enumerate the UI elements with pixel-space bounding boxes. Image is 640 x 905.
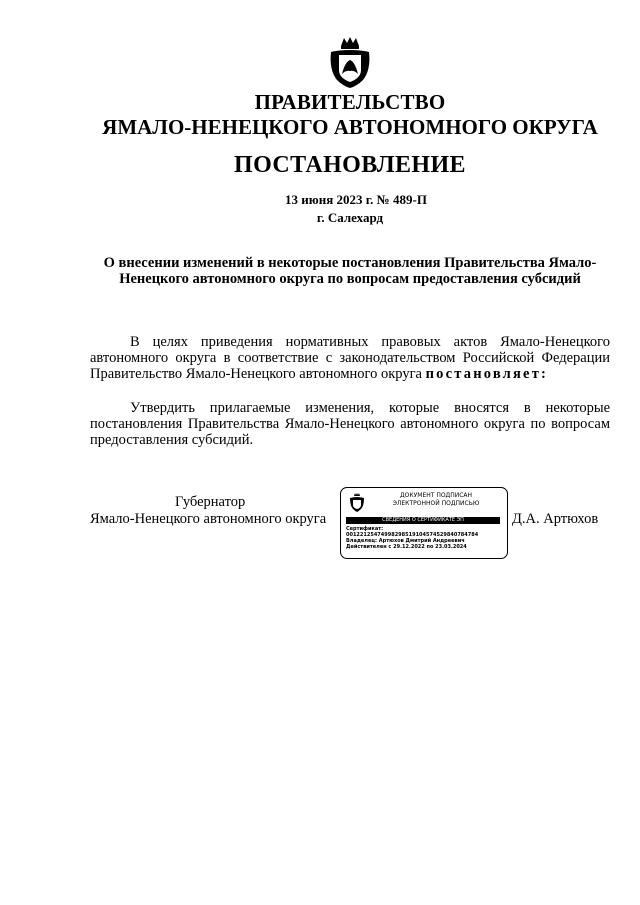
stamp-cert-label: Сертификат: [346, 526, 384, 532]
decree-keyword: постановляет: [425, 366, 549, 382]
signatory-title-line2: Ямало-Ненецкого автономного округа [90, 511, 327, 527]
body-paragraph-1 [90, 334, 610, 382]
stamp-heading [371, 492, 501, 508]
signatory-title-line1: Губернатор [175, 494, 246, 510]
electronic-signature-stamp [340, 487, 508, 559]
government-name-line2: ЯМАЛО-НЕНЕЦКОГО АВТОНОМНОГО ОКРУГА [102, 115, 598, 139]
stamp-cert-value: 00122125474998298519104574529840784784 [346, 532, 479, 538]
stamp-owner: Владелец: Артюхов Дмитрий Андреевич [346, 538, 465, 544]
document-city: г. Салехард [316, 210, 384, 225]
document-title: О внесении изменений в некоторые постановления Правительства Ямало-Ненецкого автономного округа по вопросам предоставления субсидий [103, 255, 597, 287]
stamp-validity: Действителен с 29.12.2022 по 23.03.2024 [346, 544, 467, 550]
coat-of-arms-icon [327, 36, 373, 90]
signatory-name: Д.А. Артюхов [512, 511, 599, 527]
document-type: ПОСТАНОВЛЕНИЕ [234, 152, 466, 178]
stamp-certificate-bar: СВЕДЕНИЯ О СЕРТИФИКАТЕ ЭП [346, 517, 500, 524]
stamp-heading-line1: ДОКУМЕНТ ПОДПИСАН [399, 492, 473, 499]
stamp-coat-of-arms-icon [349, 493, 365, 513]
document-date-number: 13 июня 2023 г. № 489-П [285, 192, 427, 207]
body-paragraph-1-text: В целях приведения нормативных правовых актов Ямало-Ненецкого автономного округа в соответствие с законодательством Российской Федерации Правительство Ямало-Ненецкого автономного округа [90, 334, 610, 382]
government-name-line1: ПРАВИТЕЛЬСТВО [254, 90, 446, 114]
stamp-heading-line2: ЭЛЕКТРОННОЙ ПОДПИСЬЮ [392, 500, 480, 507]
body-paragraph-2: Утвердить прилагаемые изменения, которые вносятся в некоторые постановления Правительства Ямало-Ненецкого автономного округа по вопросам предоставления субсидий. [90, 400, 610, 448]
